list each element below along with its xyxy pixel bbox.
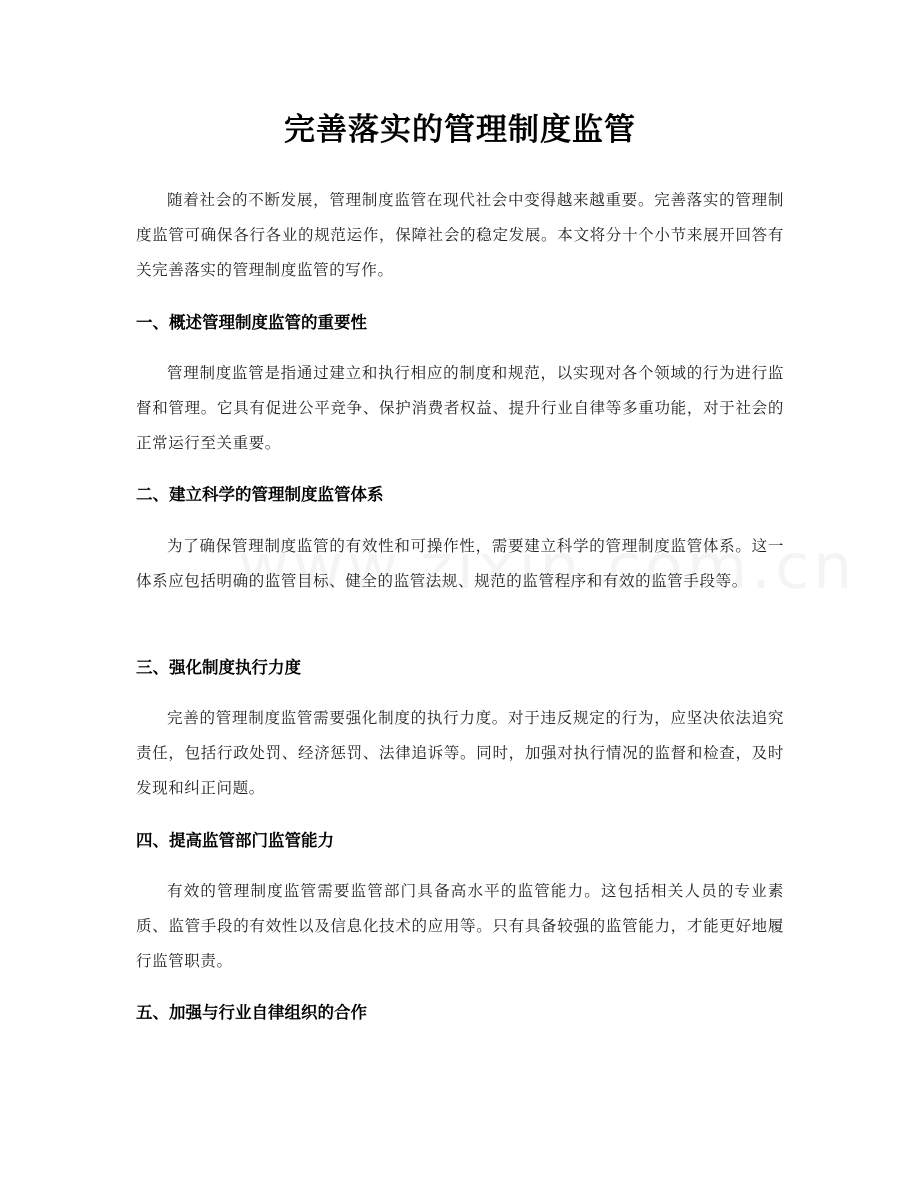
section-heading-1: 一、概述管理制度监管的重要性 [136, 313, 367, 332]
section-body-3: 完善的管理制度监管需要强化制度的执行力度。对于违反规定的行为，应坚决依法追究责任，包括行政处罚、经济惩罚、法律追诉等。同时，加强对执行情况的监督和检查，及时发现和纠正问题。 [136, 709, 784, 797]
section-body-4: 有效的管理制度监管需要监管部门具备高水平的监管能力。这包括相关人员的专业素质、监管手段的有效性以及信息化技术的应用等。只有具备较强的监管能力，才能更好地履行监管职责。 [136, 882, 784, 970]
section-heading-4: 四、提高监管部门监管能力 [136, 831, 334, 850]
document-title: 完善落实的管理制度监管 [284, 112, 636, 148]
section-heading-5: 五、加强与行业自律组织的合作 [136, 1003, 367, 1022]
section-heading-2: 二、建立科学的管理制度监管体系 [136, 485, 384, 504]
section-body-1: 管理制度监管是指通过建立和执行相应的制度和规范，以实现对各个领域的行为进行监督和管理。它具有促进公平竞争、保护消费者权益、提升行业自律等多重功能，对于社会的正常运行至关重要。 [136, 364, 784, 452]
section-body-2: 为了确保管理制度监管的有效性和可操作性，需要建立科学的管理制度监管体系。这一体系应包括明确的监管目标、健全的监管法规、规范的监管程序和有效的监管手段等。 [136, 537, 784, 590]
intro-paragraph: 随着社会的不断发展，管理制度监管在现代社会中变得越来越重要。完善落实的管理制度监管可确保各行各业的规范运作，保障社会的稳定发展。本文将分十个小节来展开回答有关完善落实的管理制度监管的写作。 [136, 191, 784, 279]
section-heading-3: 三、强化制度执行力度 [136, 658, 301, 677]
